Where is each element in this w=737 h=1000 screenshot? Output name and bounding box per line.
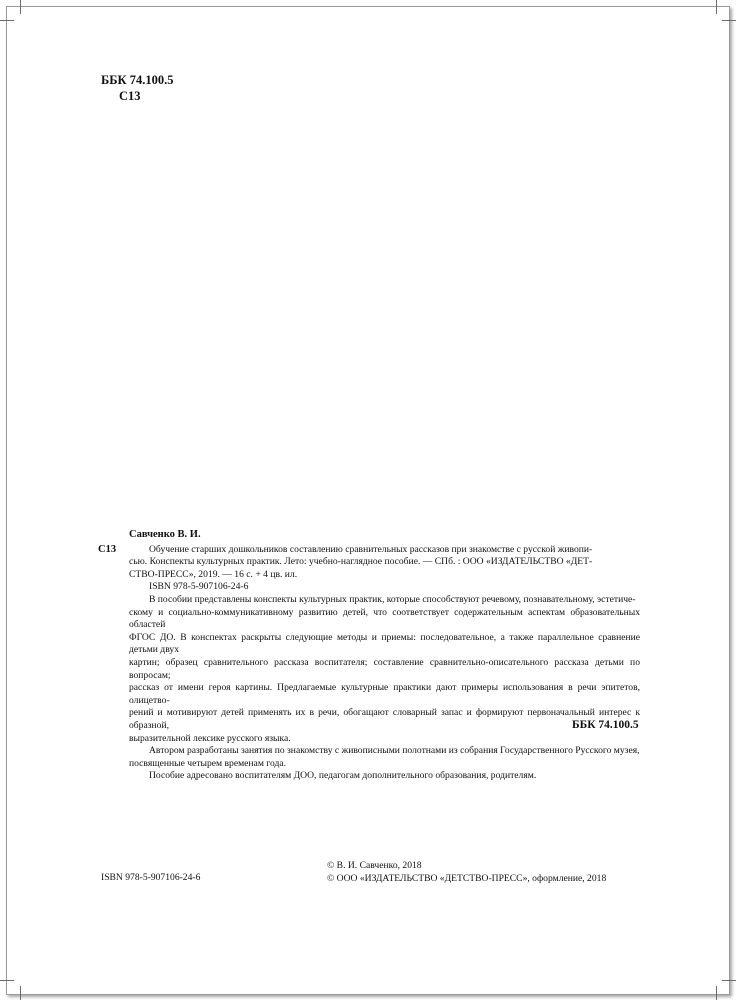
abstract-line: рассказ от имени героя картины. Предлагаемые культурные практики дают примеры использования в речи эпитетов, олицетво-	[129, 682, 640, 706]
abstract-line: картин; образец сравнительного рассказа воспитателя; составление сравнительно-описательного рассказа детьми по вопросам;	[129, 656, 640, 681]
crop-mark-bottom-left-v	[20, 986, 21, 1000]
catalog-record	[98, 529, 640, 783]
crop-mark-bottom-left-h	[0, 980, 14, 981]
crop-mark-top-left-h	[0, 20, 14, 21]
crop-mark-top-right-v	[716, 0, 717, 14]
abstract-line: выразительной лексике русского языка.	[129, 732, 291, 744]
abstract-line: скому и социально-коммуникативному развитию детей, что соответствует содержательным аспектам образовательных областей	[129, 606, 640, 631]
footer-isbn: ISBN 978-5-907106-24-6	[101, 872, 201, 883]
catalog-author-note	[129, 745, 640, 770]
crop-mark-top-right-h	[722, 20, 736, 21]
crop-mark-bottom-right-h	[722, 980, 736, 981]
catalog-line: СТВО-ПРЕСС», 2019. — 16 с. + 4 цв. ил.	[129, 568, 298, 580]
catalog-entry	[98, 544, 640, 783]
abstract-line: рений и мотивируют детей применять их в речи, обогащают словарный запас и формируют первоначальный интерес к образной,	[129, 707, 640, 731]
crop-mark-bottom-right-v	[716, 986, 717, 1000]
copyright-author: © В. И. Савченко, 2018	[327, 860, 422, 871]
header-cutter-code: С13	[119, 89, 141, 103]
author-note-line: Автором разработаны занятия по знакомству с живописными полотнами из собрания Государственного Русского музея,	[149, 745, 640, 757]
footer-copyright	[327, 859, 606, 885]
header-classification	[101, 72, 173, 104]
catalog-bbk-code: ББК 74.100.5	[572, 719, 639, 731]
catalog-line: сью. Конспекты культурных практик. Лето: учебно-наглядное пособие. — СПб. : ООО «ИЗДАТЕЛЬСТВО «ДЕТ-	[129, 556, 593, 568]
header-bbk-code: ББК 74.100.5	[101, 73, 174, 87]
catalog-isbn: ISBN 978-5-907106-24-6	[149, 581, 249, 593]
page-frame	[6, 6, 730, 995]
catalog-abstract	[129, 594, 640, 745]
abstract-line: В пособии представлены конспекты культурных практик, которые способствуют речевому, познавательному, эстетиче-	[149, 593, 636, 605]
catalog-audience: Пособие адресовано воспитателям ДОО, педагогам дополнительного образования, родителям.	[149, 770, 537, 782]
catalog-author: Савченко В. И.	[129, 529, 201, 540]
copyright-publisher: © ООО «ИЗДАТЕЛЬСТВО «ДЕТСТВО-ПРЕСС», оформление, 2018	[327, 873, 607, 884]
catalog-cutter-mark: С13	[98, 543, 117, 555]
catalog-line: Обучение старших дошкольников составлению сравнительных рассказов при знакомстве с русской живопи-	[149, 543, 593, 555]
author-note-line: посвященные четырем временам года.	[129, 757, 287, 769]
abstract-line: ФГОС ДО. В конспектах раскрыты следующие методы и приемы: последовательное, а также параллельное сравнение детьми двух	[129, 631, 640, 656]
crop-mark-top-left-v	[20, 0, 21, 14]
